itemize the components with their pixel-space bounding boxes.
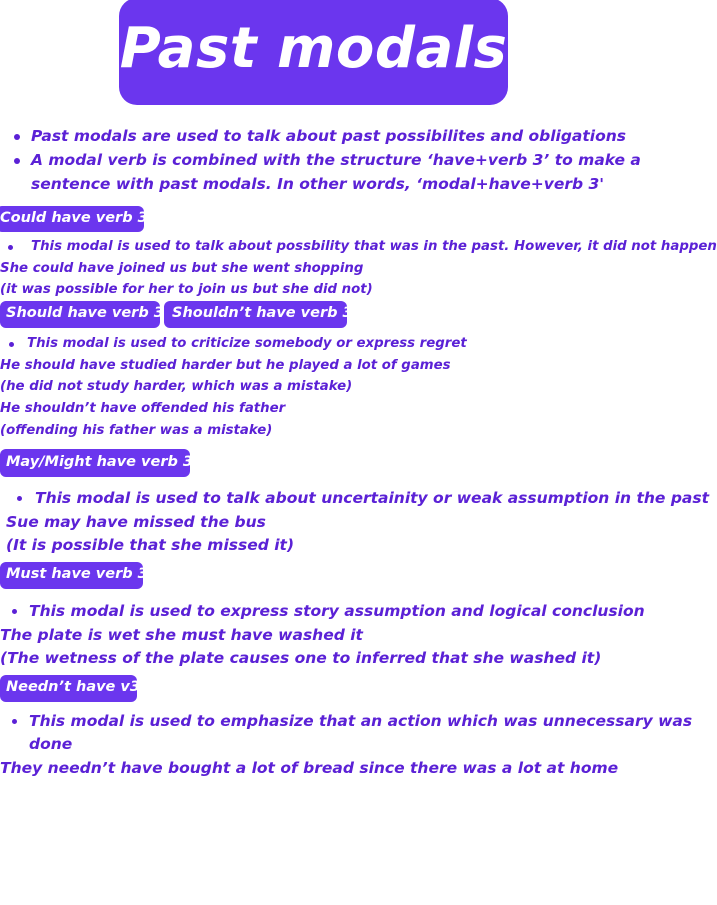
may-explanation: (It is possible that she missed it)	[6, 536, 295, 554]
must-explanation: (The wetness of the plate causes one to inferred that she washed it)	[0, 649, 602, 667]
page-title: Past modals	[119, 16, 508, 81]
must-example: The plate is wet she must have washed it	[0, 626, 363, 644]
may-heading: May/Might have verb 3	[0, 449, 190, 477]
neednt-rule-cont: done	[29, 735, 73, 753]
intro-line-1: Past modals are used to talk about past possibilites and obligations	[31, 127, 627, 145]
may-example: Sue may have missed the bus	[6, 513, 266, 531]
neednt-example: They needn’t have bought a lot of bread since there was a lot at home	[0, 759, 619, 777]
should-explanation-2: (offending his father was a mistake)	[0, 423, 273, 438]
should-heading: Should have verb 3	[0, 301, 160, 328]
bullet-icon	[12, 719, 17, 724]
must-rule: This modal is used to express story assumption and logical conclusion	[29, 602, 645, 620]
may-rule: This modal is used to talk about uncertainity or weak assumption in the past	[35, 489, 710, 507]
should-example-2: He shouldn’t have offended his father	[0, 401, 286, 416]
bullet-icon	[9, 342, 14, 347]
must-heading: Must have verb 3	[0, 562, 143, 589]
should-example-1: He should have studied harder but he played a lot of games	[0, 358, 451, 373]
neednt-rule: This modal is used to emphasize that an action which was unnecessary was	[29, 712, 693, 730]
title-banner	[119, 0, 508, 105]
could-rule: This modal is used to talk about possbility that was in the past. However, it did not happen	[31, 239, 717, 254]
shouldnt-heading: Shouldn’t have verb 3	[164, 301, 347, 328]
intro-line-2: A modal verb is combined with the structure ‘have+verb 3’ to make a	[31, 151, 641, 169]
bullet-icon	[17, 496, 22, 501]
should-rule: This modal is used to criticize somebody or express regret	[27, 336, 467, 351]
could-explanation: (it was possible for her to join us but she did not)	[0, 282, 373, 297]
neednt-heading: Needn’t have v3	[0, 675, 137, 702]
bullet-icon	[14, 134, 20, 140]
should-explanation-1: (he did not study harder, which was a mistake)	[0, 379, 353, 394]
bullet-icon	[14, 158, 20, 164]
bullet-icon	[12, 609, 17, 614]
intro-line-3: sentence with past modals. In other words, ‘modal+have+verb 3'	[31, 175, 605, 193]
could-heading: Could have verb 3	[0, 206, 144, 232]
bullet-icon	[8, 245, 13, 250]
could-example: She could have joined us but she went shopping	[0, 261, 364, 276]
